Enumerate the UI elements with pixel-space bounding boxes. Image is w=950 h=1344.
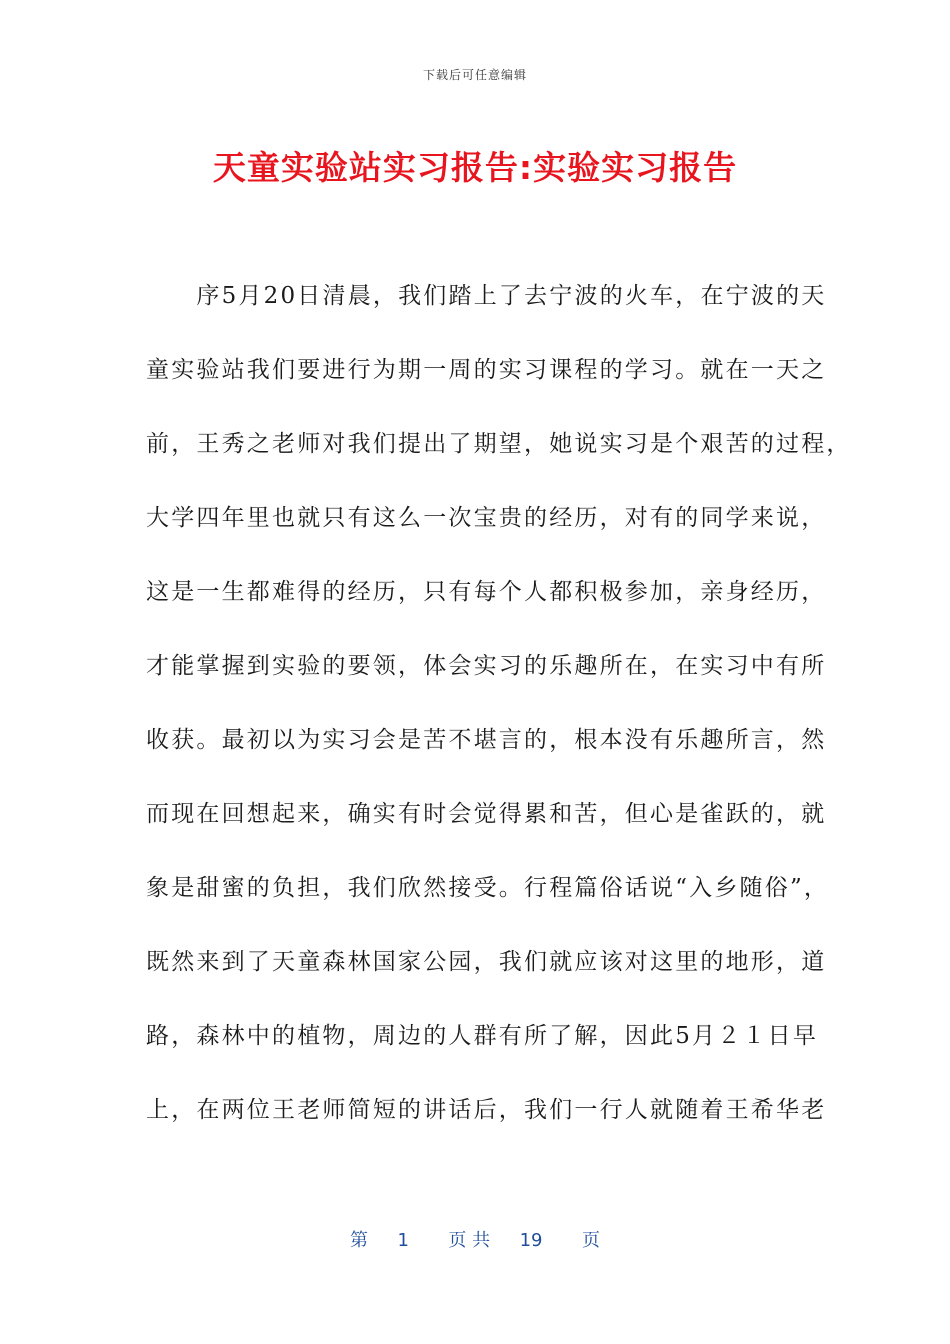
- body-line: 上，在两位王老师简短的讲话后，我们一行人就随着王希华老: [146, 1097, 827, 1123]
- document-body: [146, 278, 852, 1166]
- page-footer: [0, 1226, 950, 1252]
- body-line: 路，森林中的植物，周边的人群有所了解，因此5月２１日早: [146, 1023, 819, 1049]
- document-title: 天童实验站实习报告:实验实习报告: [212, 148, 738, 187]
- footer-prefix: 第: [350, 1230, 369, 1251]
- body-line: 收获。最初以为实习会是苦不堪言的，根本没有乐趣所言，然: [146, 727, 827, 753]
- body-line: 童实验站我们要进行为期一周的实习课程的学习。就在一天之: [146, 357, 827, 383]
- total-pages: 19: [519, 1230, 543, 1251]
- footer-middle: 页 共: [448, 1230, 491, 1251]
- body-line: 才能掌握到实验的要领，体会实习的乐趣所在，在实习中有所: [146, 653, 827, 679]
- body-line: 前，王秀之老师对我们提出了期望，她说实习是个艰苦的过程，: [146, 431, 852, 457]
- footer-suffix: 页: [581, 1230, 600, 1251]
- body-line: 这是一生都难得的经历，只有每个人都积极参加，亲身经历，: [146, 579, 827, 605]
- body-line: 大学四年里也就只有这么一次宝贵的经历，对有的同学来说，: [146, 505, 827, 531]
- body-line: 序5月20日清晨，我们踏上了去宁波的火车，在宁波的天: [146, 283, 827, 309]
- header-note: 下载后可任意编辑: [422, 68, 527, 82]
- body-line: 象是甜蜜的负担，我们欣然接受。行程篇俗话说“入乡随俗”，: [146, 875, 830, 901]
- current-page-number: 1: [397, 1230, 409, 1251]
- body-line: 既然来到了天童森林国家公园，我们就应该对这里的地形，道: [146, 949, 827, 975]
- body-line: 而现在回想起来，确实有时会觉得累和苦，但心是雀跃的，就: [146, 801, 827, 827]
